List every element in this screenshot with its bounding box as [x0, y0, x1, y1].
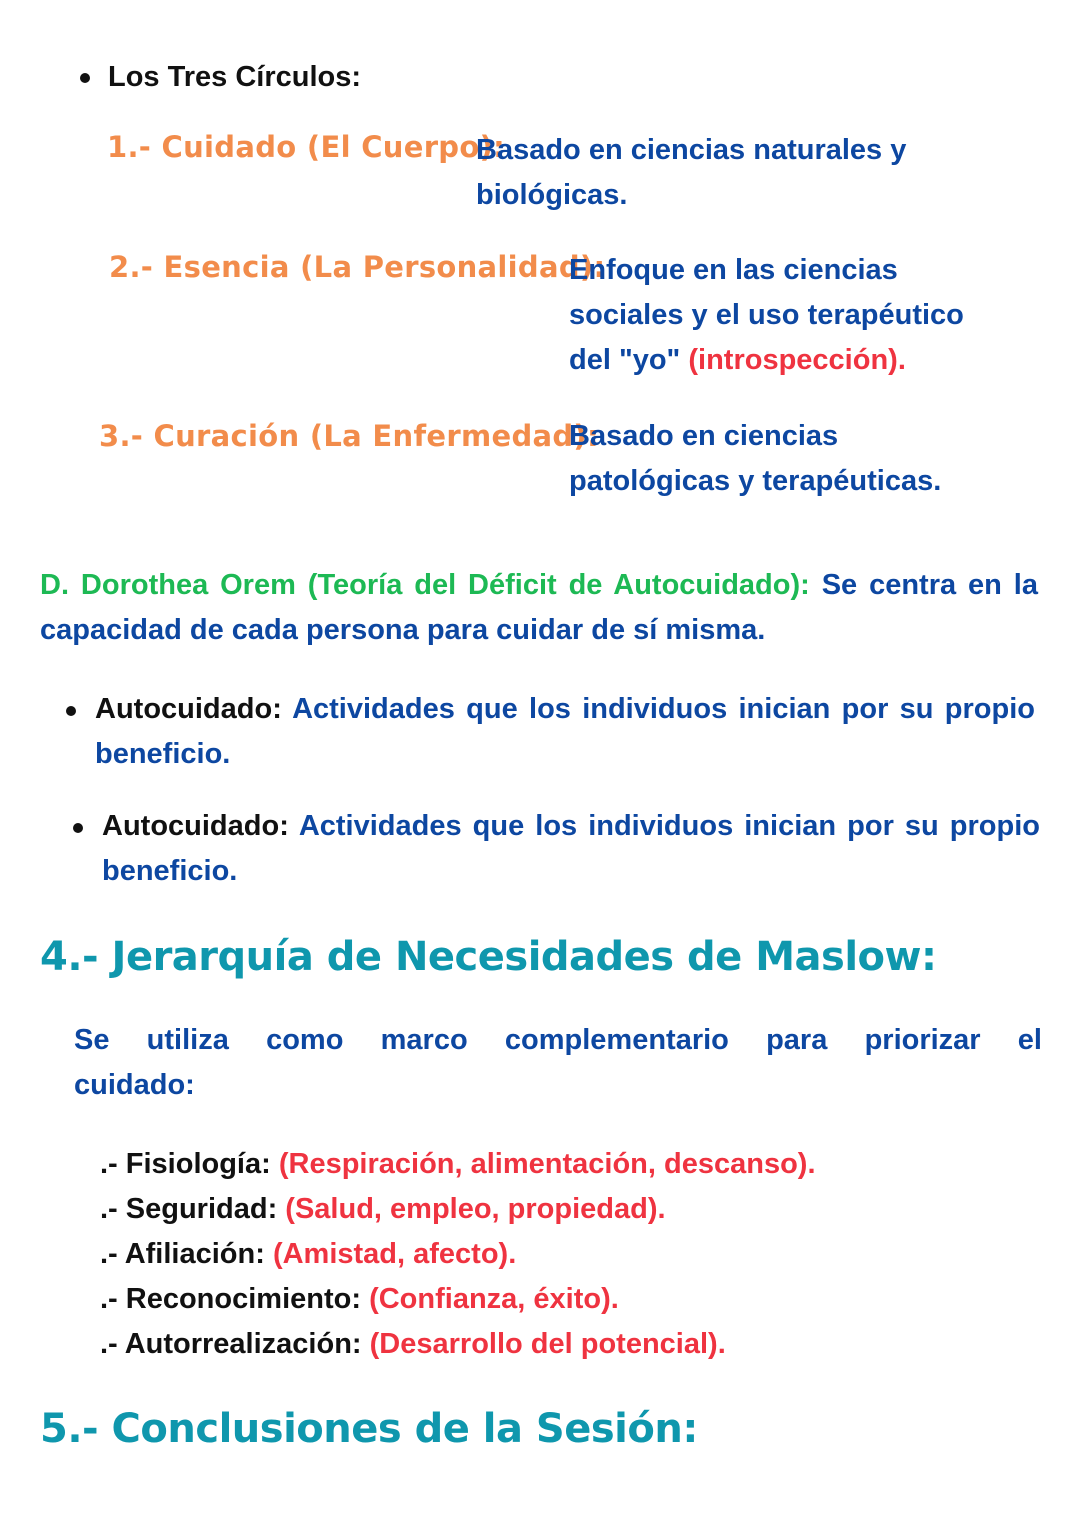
highlight-introspeccion: (introspección). — [688, 344, 906, 376]
circles-title: Los Tres Círculos: — [108, 61, 362, 93]
bullet-icon — [66, 706, 76, 716]
level-label: .- Reconocimiento: — [100, 1283, 362, 1315]
desc-line: biológicas. — [476, 179, 628, 211]
maslow-intro: Se utiliza como marco complementario para priorizar el cuidado: — [74, 1024, 1042, 1101]
circle-desc-curacion — [569, 414, 941, 504]
bullet-text: Actividades que los individuos inician por su propio beneficio. — [102, 810, 1040, 887]
level-label: .- Afiliación: — [100, 1238, 265, 1270]
desc-line: patológicas y terapéuticas. — [569, 465, 942, 497]
maslow-levels — [100, 1142, 816, 1367]
bullet-text: Actividades que los individuos inician por su propio beneficio. — [95, 693, 1035, 770]
orem-title: D. Dorothea Orem (Teoría del Déficit de Autocuidado): — [40, 569, 810, 601]
desc-line: Basado en ciencias naturales y — [476, 134, 907, 166]
conclusions-heading: 5.- Conclusiones de la Sesión: — [40, 1406, 698, 1452]
orem-text: Se centra en la capacidad de cada persona para cuidar de sí misma. — [40, 569, 1038, 646]
orem-bullet-2 — [102, 804, 1040, 894]
bullet-icon — [73, 823, 83, 833]
level-label: .- Autorrealización: — [100, 1328, 362, 1360]
desc-line: Basado en ciencias — [569, 420, 839, 452]
maslow-level-seguridad — [100, 1187, 816, 1232]
maslow-heading: 4.- Jerarquía de Necesidades de Maslow: — [40, 934, 937, 980]
level-detail: (Amistad, afecto). — [272, 1238, 517, 1270]
bullet-icon — [80, 73, 90, 83]
circle-label-curacion: 3.- Curación (La Enfermedad): — [99, 419, 599, 453]
maslow-level-afiliacion — [100, 1232, 816, 1277]
desc-line: Enfoque en las ciencias — [569, 254, 898, 286]
level-detail: (Desarrollo del potencial). — [369, 1328, 726, 1360]
desc-line: sociales y el uso terapéutico — [569, 299, 964, 331]
bullet-term: Autocuidado: — [102, 810, 289, 842]
circle-desc-cuidado — [476, 128, 906, 218]
maslow-level-autorrealizacion — [100, 1322, 816, 1367]
circle-label-cuidado: 1.- Cuidado (El Cuerpo): — [107, 130, 506, 164]
maslow-level-fisiologia — [100, 1142, 816, 1187]
level-detail: (Salud, empleo, propiedad). — [285, 1193, 666, 1225]
level-detail: (Respiración, alimentación, descanso). — [278, 1148, 816, 1180]
orem-bullet-1 — [95, 687, 1035, 777]
level-label: .- Seguridad: — [100, 1193, 278, 1225]
maslow-level-reconocimiento — [100, 1277, 816, 1322]
level-label: .- Fisiología: — [100, 1148, 271, 1180]
desc-line — [569, 338, 964, 383]
circle-label-esencia: 2.- Esencia (La Personalidad): — [109, 250, 606, 284]
orem-paragraph — [40, 563, 1038, 653]
level-detail: (Confianza, éxito). — [369, 1283, 619, 1315]
desc-prefix: del "yo" — [569, 344, 689, 376]
bullet-term: Autocuidado: — [95, 693, 282, 725]
circle-desc-esencia — [569, 248, 964, 383]
